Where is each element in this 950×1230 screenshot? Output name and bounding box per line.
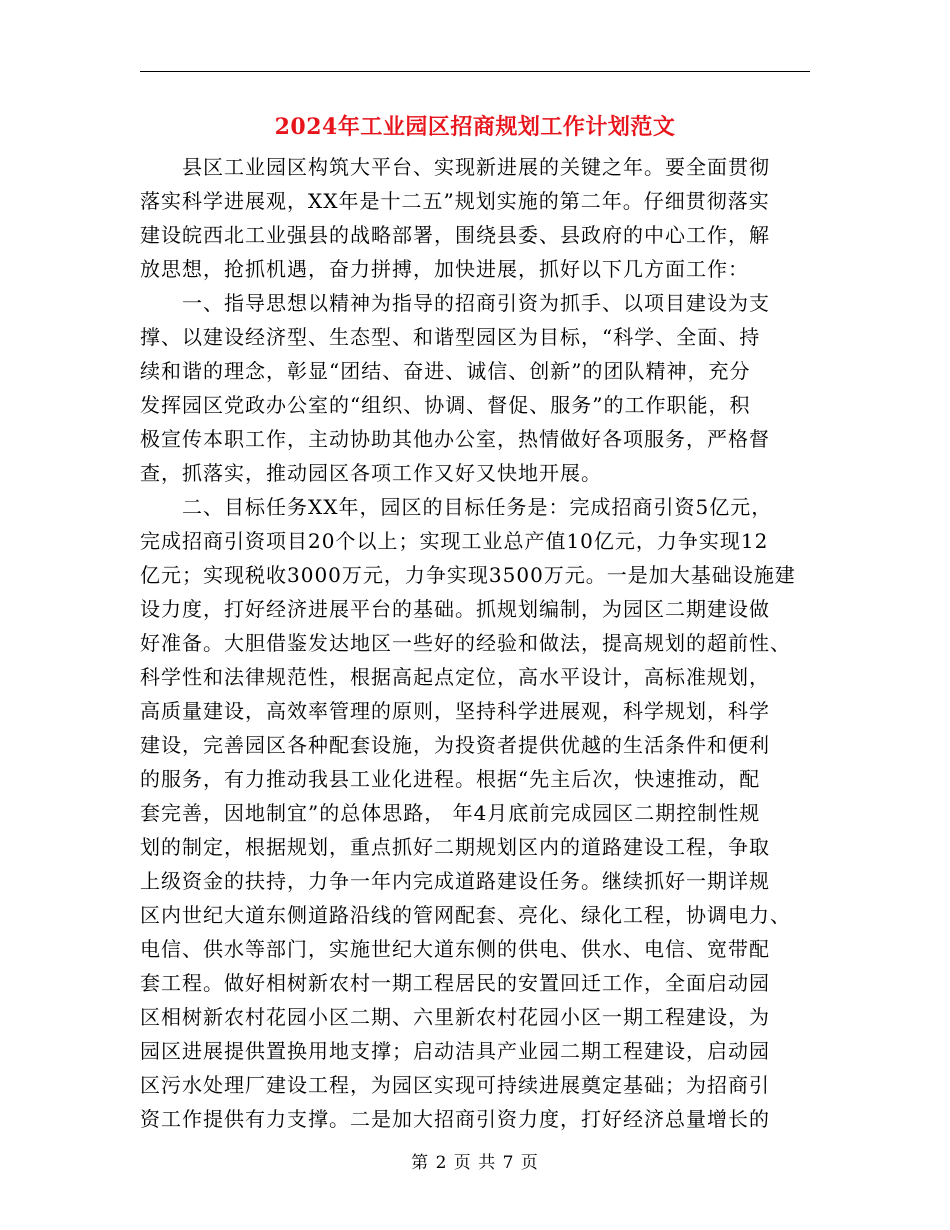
body-line: 园区进展提供置换用地支撑；启动洁具产业园二期工程建设，启动园 xyxy=(140,1039,770,1063)
body-line: 电信、供水等部门，实施世纪大道东侧的供电、供水、电信、宽带配 xyxy=(140,937,770,961)
body-line: 好准备。大胆借鉴发达地区一些好的经验和做法，提高规划的超前性、 xyxy=(140,631,791,655)
body-line: 极宣传本职工作，主动协助其他办公室，热情做好各项服务，严格督 xyxy=(140,427,770,451)
body-line: 资工作提供有力支撑。二是加大招商引资力度，打好经济总量增长的 xyxy=(140,1107,770,1131)
document-title: 2024年工业园区招商规划工作计划范文 xyxy=(274,114,676,140)
body-line: 区内世纪大道东侧道路沿线的管网配套、亮化、绿化工程，协调电力、 xyxy=(140,903,791,927)
body-line: 放思想，抢抓机遇，奋力拼搏，加快进展，抓好以下几方面工作： xyxy=(140,257,749,281)
body-line: 区污水处理厂建设工程，为园区实现可持续进展奠定基础；为招商引 xyxy=(140,1073,770,1097)
body-line: 划的制定，根据规划，重点抓好二期规划区内的道路建设工程，争取 xyxy=(140,835,770,859)
body-line: 建设，完善园区各种配套设施，为投资者提供优越的生活条件和便利 xyxy=(140,733,770,757)
body-line: 套工程。做好相树新农村一期工程居民的安置回迁工作，全面启动园 xyxy=(140,971,770,995)
body-line: 建设皖西北工业强县的战略部署，围绕县委、县政府的中心工作，解 xyxy=(140,223,770,247)
header-rule xyxy=(140,71,810,72)
body-line: 撑、以建设经济型、生态型、和谐型园区为目标，“科学、全面、持 xyxy=(140,325,761,349)
body-line: 高质量建设，高效率管理的原则，坚持科学进展观，科学规划，科学 xyxy=(140,699,770,723)
body-line: 完成招商引资项目20个以上；实现工业总产值10亿元，力争实现12 xyxy=(140,529,769,553)
body-line: 的服务，有力推动我县工业化进程。根据“先主后次，快速推动，配 xyxy=(140,767,761,791)
body-line: 落实科学进展观，XX年是十二五”规划实施的第二年。仔细贯彻落实 xyxy=(140,189,770,213)
body-line: 亿元；实现税收3000万元，力争实现3500万元。一是加大基础设施建 xyxy=(140,563,796,587)
body-line: 上级资金的扶持，力争一年内完成道路建设任务。继续抓好一期详规 xyxy=(140,869,770,893)
body-line: 县区工业园区构筑大平台、实现新进展的关键之年。要全面贯彻 xyxy=(140,155,770,179)
body-line: 发挥园区党政办公室的“组织、协调、督促、服务”的工作职能，积 xyxy=(140,393,751,417)
body-line: 区相树新农村花园小区二期、六里新农村花园小区一期工程建设，为 xyxy=(140,1005,770,1029)
body-line: 查，抓落实，推动园区各项工作又好又快地开展。 xyxy=(140,461,602,485)
body-line: 科学性和法律规范性，根据高起点定位，高水平设计，高标准规划， xyxy=(140,665,770,689)
page-number: 第 2 页 共 7 页 xyxy=(411,1153,539,1173)
body-line: 二、目标任务XX年，园区的目标任务是：完成招商引资5亿元， xyxy=(140,495,773,519)
body-line: 套完善，因地制宜”的总体思路， 年4月底前完成园区二期控制性规 xyxy=(140,801,761,825)
body-line: 续和谐的理念，彰显“团结、奋进、诚信、创新”的团队精神，充分 xyxy=(140,359,751,383)
body-line: 设力度，打好经济进展平台的基础。抓规划编制，为园区二期建设做 xyxy=(140,597,770,621)
body-line: 一、指导思想以精神为指导的招商引资为抓手、以项目建设为支 xyxy=(140,291,770,315)
